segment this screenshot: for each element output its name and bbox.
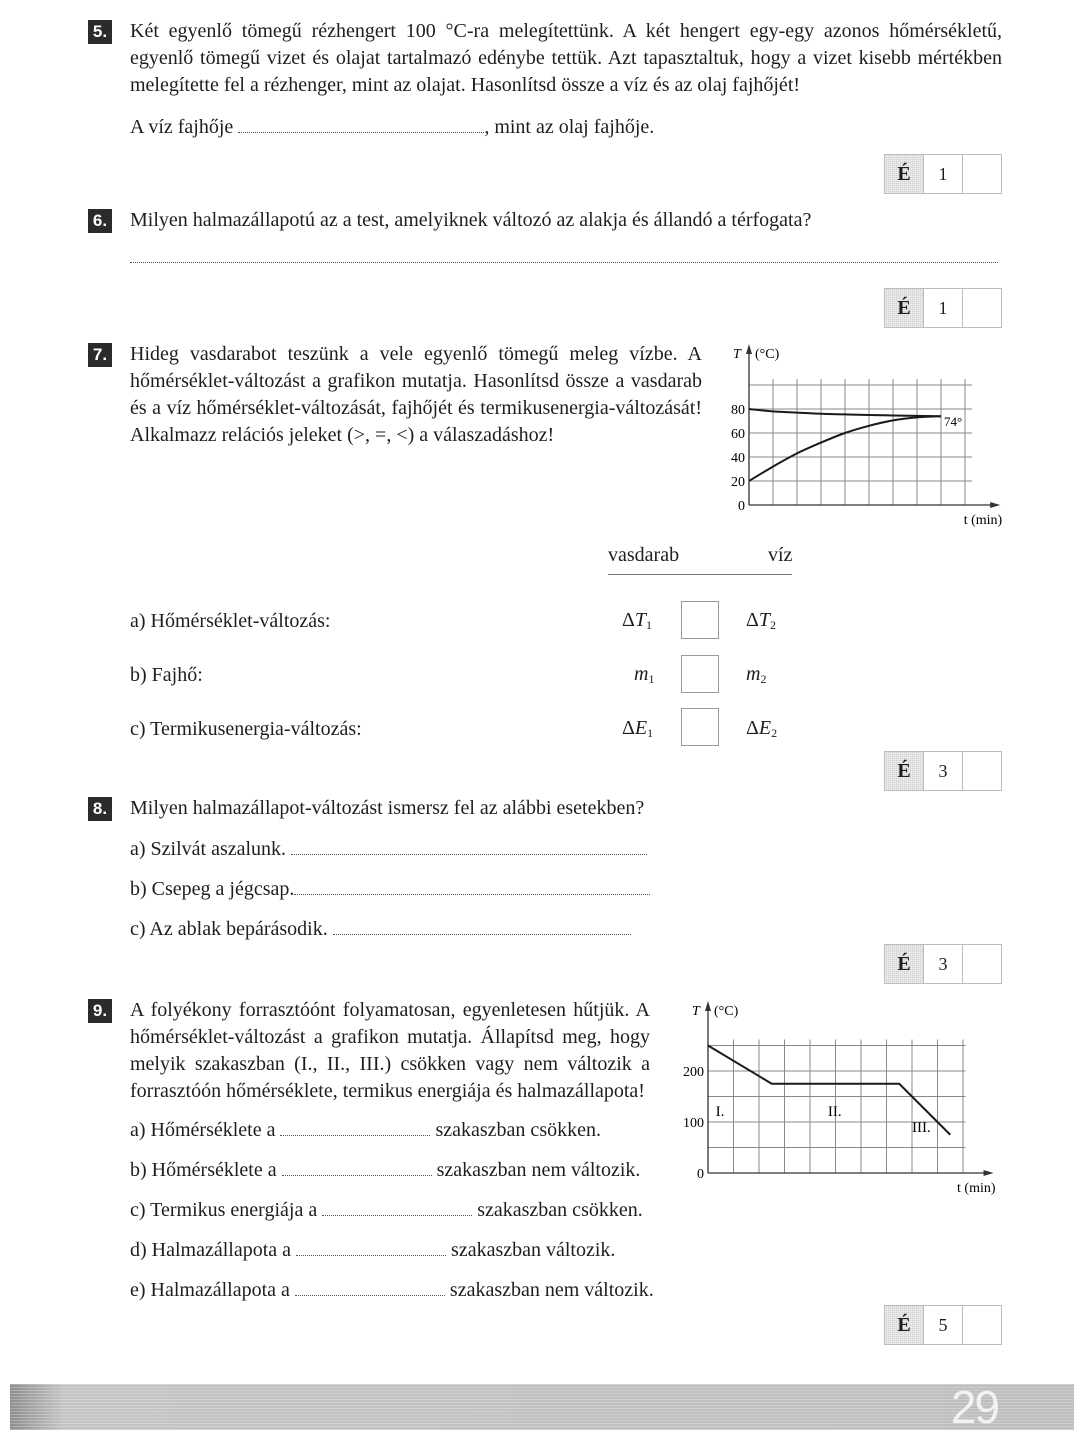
page-number: 29 — [950, 1381, 998, 1433]
question-5-text: Két egyenlő tömegű rézhengert 100 °C-ra melegítettünk. A két hengert egy-egy azonos hőmérsékletű, egyenlő tömegű vizet és olajat tartalmazó edénybe tettük. Azt tapasztaltuk, hogy a vizet kisebb mértékben melegítette fel a rézhenger, mint az olajat. Hasonlítsd össze a víz és az olaj fajhőjét! — [130, 20, 1002, 96]
score-box-q8 — [884, 944, 1002, 984]
relation-answer-box-temperature[interactable] — [681, 601, 719, 639]
score-field[interactable] — [963, 289, 1001, 327]
score-label: É — [885, 289, 924, 327]
score-box-q5 — [884, 154, 1002, 194]
score-field[interactable] — [963, 1306, 1001, 1344]
y-axis-label: T — [733, 347, 741, 362]
score-box-q9 — [884, 1305, 1002, 1345]
answer-blank[interactable] — [295, 1277, 445, 1296]
y-axis-arrow-icon — [705, 1001, 711, 1011]
question-8-item: a) Szilvát aszalunk. — [130, 836, 647, 863]
comparison-row-label: c) Termikusenergia-változás: — [130, 718, 362, 740]
region-label: I. — [715, 1103, 725, 1120]
question-number-6: 6. — [88, 209, 112, 233]
annotation-label: 74° — [944, 414, 963, 430]
relation-answer-box-specific-heat[interactable] — [681, 655, 719, 693]
question-9-text: A folyékony forrasztóónt folyamatosan, egyenletesen hűtjük. A hőmérséklet-változást a grafikon mutatja. Állapítsd meg, hogy melyik szakaszban (I., II., III.) csökken vagy nem változik a forrasztóón hőmérséklete, termikus energiája és halmazállapota! — [130, 999, 650, 1102]
score-box-q6 — [884, 288, 1002, 328]
variable-delta-t1: $\Delta T_1$ — [622, 609, 652, 632]
variable-delta-t2: $\Delta T_2$ — [746, 609, 776, 632]
question-9-item: e) Halmazállapota a szakaszban nem változik. — [130, 1279, 654, 1301]
question-6-text: Milyen halmazállapotú az a test, amelyiknek változó az alakja és állandó a térfogata? — [130, 209, 812, 231]
answer-blank[interactable] — [333, 916, 631, 935]
answer-prefix: A víz fajhője — [130, 116, 234, 138]
question-6-answer-blank[interactable] — [130, 262, 998, 263]
region-label: II. — [827, 1103, 842, 1120]
score-box-q7 — [884, 751, 1002, 791]
score-label: É — [885, 155, 924, 193]
column-header-water: víz — [768, 544, 793, 566]
y-axis-unit: (°C) — [714, 1004, 739, 1019]
answer-blank[interactable] — [294, 876, 650, 895]
y-tick-label: 40 — [731, 451, 745, 466]
question-number-7: 7. — [88, 343, 112, 367]
question-number-8: 8. — [88, 797, 112, 821]
question-9-item: a) Hőmérséklete a szakaszban csökken. — [130, 1119, 601, 1141]
y-axis-unit: (°C) — [755, 347, 780, 362]
answer-blank[interactable] — [238, 114, 484, 133]
question-5-answer-line — [130, 114, 654, 141]
score-label: É — [885, 1306, 924, 1344]
score-field[interactable] — [963, 752, 1001, 790]
question-number-5: 5. — [88, 20, 112, 44]
variable-m1: $m_1$ — [634, 663, 655, 686]
answer-blank[interactable] — [280, 1117, 430, 1136]
max-points: 1 — [924, 155, 963, 193]
question-8-item: b) Csepeg a jégcsap. — [130, 876, 650, 903]
comparison-row-label: a) Hőmérséklet-változás: — [130, 610, 331, 632]
variable-delta-e2: $\Delta E_2$ — [746, 717, 778, 740]
page-footer-band — [10, 1381, 1074, 1433]
variable-m2: $m_2$ — [746, 663, 767, 686]
y-axis-arrow-icon — [746, 344, 752, 354]
question-8-item: c) Az ablak bepárásodik. — [130, 916, 631, 943]
max-points: 3 — [924, 752, 963, 790]
y-axis-label: T — [692, 1004, 700, 1019]
question-7-text: Hideg vasdarabot teszünk a vele egyenlő tömegű meleg vízbe. A hőmérséklet-változást a grafikon mutatja. Hasonlítsd össze a vasdarab és a víz hőmérséklet-változását, fajhőjét és termikusenergia-változását! Alkalmazz relációs jeleket (>, =, <) a válaszadáshoz! — [130, 343, 702, 446]
region-label: III. — [912, 1120, 931, 1137]
y-tick-label: 100 — [683, 1116, 704, 1131]
answer-blank[interactable] — [291, 836, 647, 855]
column-header-divider — [608, 574, 792, 575]
answer-blank[interactable] — [282, 1157, 432, 1176]
max-points: 1 — [924, 289, 963, 327]
temperature-chart-solder-cooling — [670, 995, 1010, 1195]
question-9-item: c) Termikus energiája a szakaszban csökken. — [130, 1199, 643, 1221]
column-header-iron: vasdarab — [608, 544, 680, 566]
y-tick-label: 200 — [683, 1065, 704, 1080]
comparison-row-label: b) Fajhő: — [130, 664, 203, 686]
x-axis-arrow-icon — [990, 502, 1000, 508]
max-points: 5 — [924, 1306, 963, 1344]
variable-delta-e1: $\Delta E_1$ — [622, 717, 654, 740]
score-label: É — [885, 945, 924, 983]
score-label: É — [885, 752, 924, 790]
score-field[interactable] — [963, 155, 1001, 193]
y-tick-label: 60 — [731, 427, 745, 442]
answer-blank[interactable] — [296, 1237, 446, 1256]
x-axis-label: t (min) — [963, 513, 1003, 528]
question-number-9: 9. — [88, 999, 112, 1023]
y-tick-label: 80 — [731, 403, 745, 418]
question-9-item: b) Hőmérséklete a szakaszban nem változik. — [130, 1159, 641, 1181]
max-points: 3 — [924, 945, 963, 983]
answer-suffix: , mint az olaj fajhője. — [484, 116, 655, 138]
y-tick-label: 0 — [697, 1167, 704, 1182]
x-axis-label: t (min) — [957, 1181, 996, 1195]
x-axis-arrow-icon — [984, 1170, 994, 1176]
y-tick-label: 0 — [738, 499, 745, 514]
score-field[interactable] — [963, 945, 1001, 983]
temperature-chart-iron-water — [720, 338, 1010, 528]
answer-blank[interactable] — [322, 1197, 472, 1216]
question-8-text: Milyen halmazállapot-változást ismersz fel az alábbi esetekben? — [130, 797, 645, 819]
y-tick-label: 20 — [731, 475, 745, 490]
relation-answer-box-thermal-energy[interactable] — [681, 708, 719, 746]
question-9-item: d) Halmazállapota a szakaszban változik. — [130, 1239, 616, 1261]
